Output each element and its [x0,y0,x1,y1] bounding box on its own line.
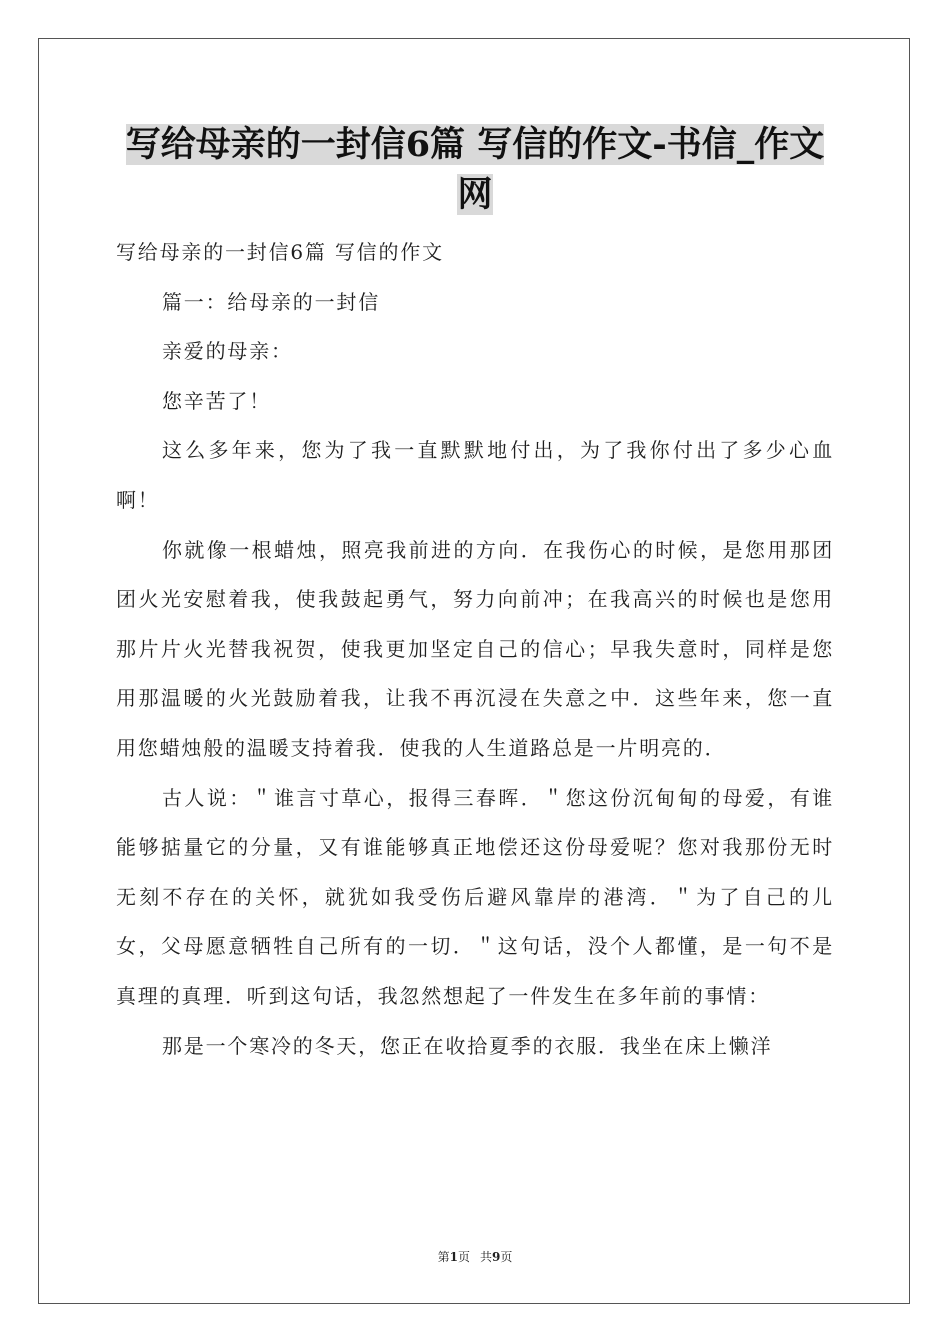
document-title: 写给母亲的一封信6篇 写信的作文-书信_作文网 [125,124,825,215]
total-prefix: 共 [480,1250,493,1264]
paragraph: 篇一：给母亲的一封信 [162,289,380,314]
paragraph: 这么多年来，您为了我一直默默地付出，为了我你付出了多少心血啊！ [116,438,834,512]
total-suffix: 页 [500,1250,513,1264]
paragraph: 写给母亲的一封信6篇 写信的作文 [116,240,444,264]
page-prefix: 第 [437,1250,450,1264]
page-footer [0,1248,950,1265]
paragraph: 你就像一根蜡烛，照亮我前进的方向．在我伤心的时候，是您用那团团火光安慰着我，使我鼓起勇气，努力向前冲；在我高兴的时候也是您用那片片火光替我祝贺，使我更加坚定自己的信心；早我失意时，同样是您用那温暖的火光鼓励着我，让我不再沉浸在失意之中．这些年来，您一直用您蜡烛般的温暖支持着我．使我的人生道路总是一片明亮的． [116,537,834,760]
document-body [116,228,834,1071]
total-pages: 9 [492,1250,501,1264]
paragraph: 您辛苦了！ [162,388,271,413]
paragraph: 亲爱的母亲： [162,339,293,364]
title-block [116,120,834,220]
page-suffix: 页 [457,1250,470,1264]
paragraph: 那是一个寒冷的冬天，您正在收拾夏季的衣服．我坐在床上懒洋 [162,1033,773,1058]
paragraph: 古人说：＂谁言寸草心，报得三春晖．＂您这份沉甸甸的母爱，有谁能够掂量它的分量，又有谁能够真正地偿还这份母爱呢？您对我那份无时无刻不存在的关怀，就犹如我受伤后避风靠岸的港湾．＂为了自己的儿女，父母愿意牺牲自己所有的一切．＂这句话，没个人都懂，是一句不是真理的真理．听到这句话，我忽然想起了一件发生在多年前的事情： [116,785,834,1008]
page-current: 1 [449,1250,458,1264]
